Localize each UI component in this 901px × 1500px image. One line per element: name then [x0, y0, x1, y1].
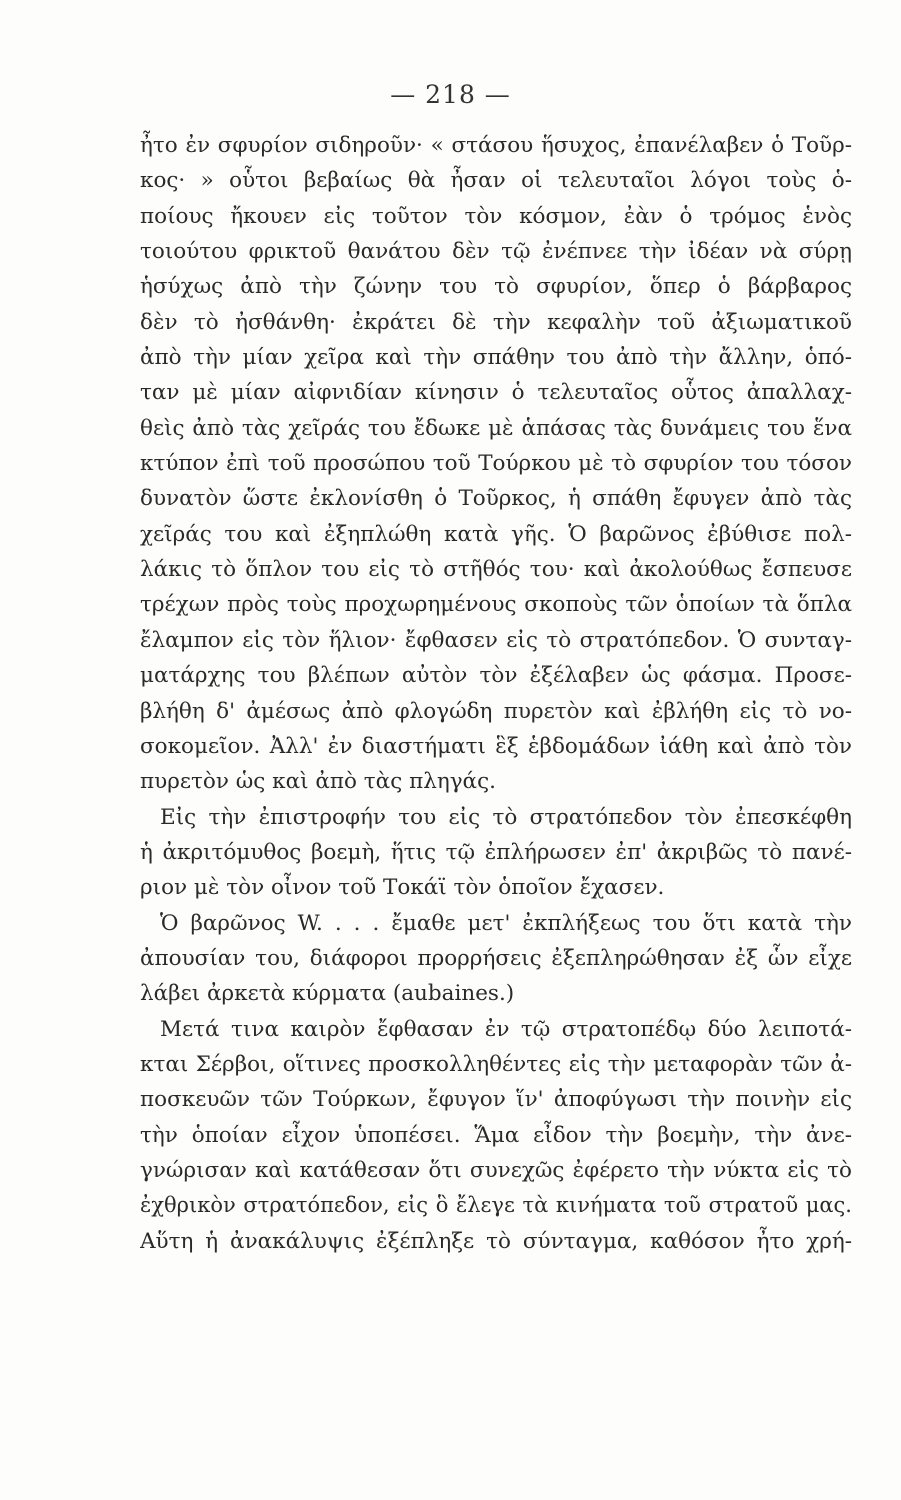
text-line: ἦτο ἐν σφυρίον σιδηροῦν· « στάσου ἥσυχος, ἐπανέλαβεν ὁ Τοῦρ- — [140, 133, 852, 158]
text-line: ριον μὲ τὸν οἶνον τοῦ Τοκάϊ τὸν ὁποῖον ἔχασεν. — [140, 875, 665, 901]
text-line: κται Σέρβοι, οἵτινες προσκολληθέντες εἰς τὴν μεταφορὰν τῶν ἀ- — [140, 1051, 852, 1077]
page-number: — 218 — — [390, 80, 511, 109]
text-line: ἡσύχως ἀπὸ τὴν ζώνην του τὸ σφυρίον, ὅπερ ὁ βάρβαρος — [140, 274, 852, 300]
text-line: βλήθη δ' ἀμέσως ἀπὸ φλογώδη πυρετὸν καὶ ἐβλήθη εἰς τὸ νο- — [140, 698, 852, 724]
text-line: πυρετὸν ὡς καὶ ἀπὸ τὰς πληγάς. — [140, 769, 496, 795]
text-line: ἡ ἀκριτόμυθος βοεμὴ, ἥτις τῷ ἐπλήρωσεν ἐπ' ἀκριβῶς τὸ πανέ- — [140, 839, 852, 865]
text-line: τρέχων πρὸς τοὺς προχωρημένους σκοποὺς τῶν ὁποίων τὰ ὅπλα — [140, 592, 852, 618]
text-line: δὲν τὸ ἠσθάνθη· ἐκράτει δὲ τὴν κεφαλὴν τοῦ ἀξιωματικοῦ — [140, 309, 852, 335]
text-line: ἐχθρικὸν στρατόπεδον, εἰς ὃ ἔλεγε τὰ κινήματα τοῦ στρατοῦ μας. — [140, 1193, 852, 1218]
text-line: Εἰς τὴν ἐπιστροφήν του εἰς τὸ στρατόπεδον τὸν ἐπεσκέφθη — [160, 804, 852, 830]
text-line: κτύπον ἐπὶ τοῦ προσώπου τοῦ Τούρκου μὲ τὸ σφυρίον του τόσον — [140, 451, 852, 477]
text-line: Μετά τινα καιρὸν ἔφθασαν ἐν τῷ στρατοπέδῳ δύο λειποτά- — [160, 1016, 852, 1042]
text-line: σοκομεῖον. Ἀλλ' ἐν διαστήματι ἓξ ἑβδομάδων ἰάθη καὶ ἀπὸ τὸν — [140, 733, 852, 759]
text-line: Ὁ βαρῶνος W. . . . ἔμαθε μετ' ἐκπλήξεως του ὅτι κατὰ τὴν — [160, 910, 852, 936]
text-line: γνώρισαν καὶ κατάθεσαν ὅτι συνεχῶς ἐφέρετο τὴν νύκτα εἰς τὸ — [140, 1157, 852, 1183]
text-line: θεὶς ἀπὸ τὰς χεῖράς του ἔδωκε μὲ ἁπάσας τὰς δυνάμεις του ἕνα — [140, 415, 852, 441]
text-line: ἀπουσίαν του, διάφοροι προρρήσεις ἐξεπληρώθησαν ἐξ ὧν εἶχε — [140, 945, 852, 971]
text-line: χεῖράς του καὶ ἐξηπλώθη κατὰ γῆς. Ὁ βαρῶνος ἐβύθισε πολ- — [140, 521, 852, 547]
text-line: τὴν ὁποίαν εἶχον ὑποπέσει. Ἅμα εἶδον τὴν βοεμὴν, τὴν ἀνε- — [140, 1122, 852, 1148]
text-line: Αὕτη ἡ ἀνακάλυψις ἐξέπληξε τὸ σύνταγμα, καθόσον ἦτο χρή- — [140, 1228, 852, 1254]
text-line: τοιούτου φρικτοῦ θανάτου δὲν τῷ ἐνέπνεε τὴν ἰδέαν νὰ σύρῃ — [140, 239, 852, 265]
text-line: δυνατὸν ὥστε ἐκλονίσθη ὁ Τοῦρκος, ἡ σπάθη ἔφυγεν ἀπὸ τὰς — [140, 486, 852, 512]
text-line: ἀπὸ τὴν μίαν χεῖρα καὶ τὴν σπάθην του ἀπὸ τὴν ἄλλην, ὁπό- — [140, 345, 852, 371]
text-line: ποσκευῶν τῶν Τούρκων, ἔφυγον ἵν' ἀποφύγωσι τὴν ποινὴν εἰς — [140, 1087, 852, 1113]
text-line: ποίους ἤκουεν εἰς τοῦτον τὸν κόσμον, ἐὰν ὁ τρόμος ἑνὸς — [140, 203, 852, 229]
text-line: κος· » οὗτοι βεβαίως θὰ ἦσαν οἱ τελευταῖοι λόγοι τοὺς ὁ- — [140, 168, 852, 194]
text-line: λάκις τὸ ὅπλον του εἰς τὸ στῆθός του· καὶ ἀκολούθως ἔσπευσε — [140, 557, 852, 583]
body-text — [140, 128, 852, 1259]
text-line: ματάρχης του βλέπων αὐτὸν τὸν ἐξέλαβεν ὡς φάσμα. Προσε- — [140, 663, 852, 689]
text-line: λάβει ἀρκετὰ κύρματα (aubaines.) — [140, 981, 515, 1007]
text-line: ταν μὲ μίαν αἰφνιδίαν κίνησιν ὁ τελευταῖος οὗτος ἀπαλλαχ- — [140, 380, 852, 406]
text-line: ἔλαμπον εἰς τὸν ἥλιον· ἔφθασεν εἰς τὸ στρατόπεδον. Ὁ συνταγ- — [140, 627, 852, 653]
